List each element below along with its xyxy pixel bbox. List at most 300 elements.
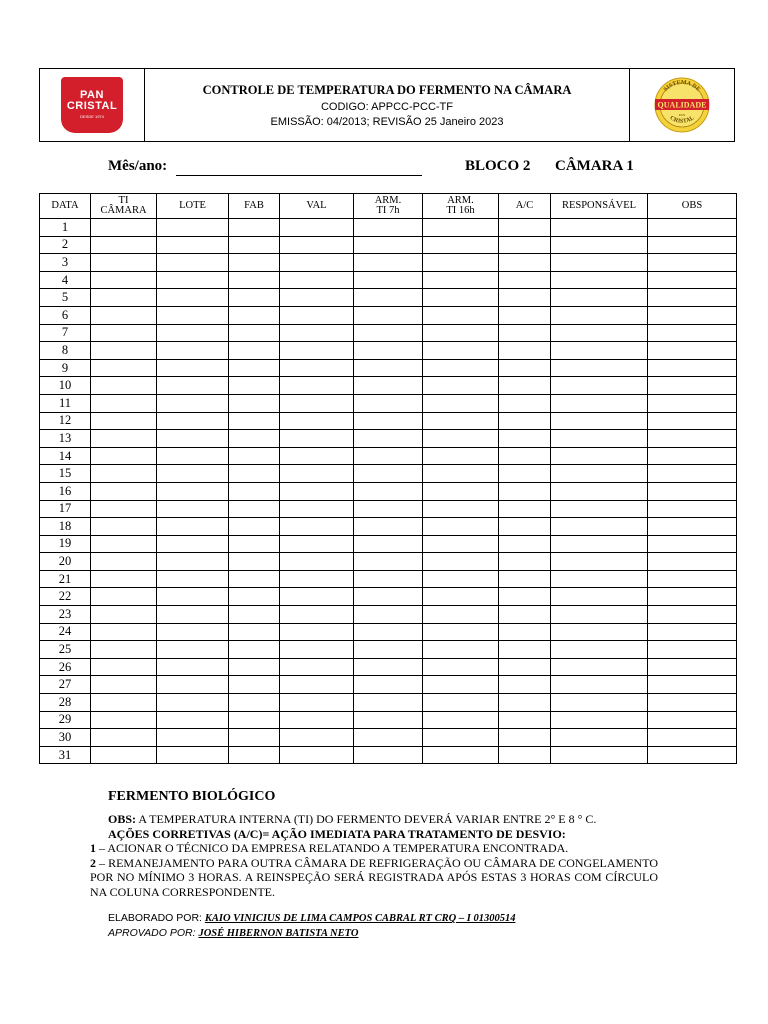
entry-cell-obs[interactable] [648,711,737,729]
entry-cell-responsavel[interactable] [551,430,648,448]
entry-cell-ac[interactable] [499,219,551,237]
entry-cell-lote[interactable] [157,676,229,694]
entry-cell-obs[interactable] [648,729,737,747]
entry-cell-arm-ti-7h[interactable] [354,377,423,395]
entry-cell-responsavel[interactable] [551,658,648,676]
entry-cell-val[interactable] [280,606,354,624]
entry-cell-arm-ti-16h[interactable] [423,570,499,588]
entry-cell-ac[interactable] [499,623,551,641]
entry-cell-responsavel[interactable] [551,623,648,641]
entry-cell-fab[interactable] [229,447,280,465]
entry-cell-lote[interactable] [157,342,229,360]
entry-cell-arm-ti-7h[interactable] [354,430,423,448]
entry-cell-responsavel[interactable] [551,324,648,342]
entry-cell-arm-ti-7h[interactable] [354,465,423,483]
entry-cell-responsavel[interactable] [551,500,648,518]
entry-cell-arm-ti-7h[interactable] [354,412,423,430]
entry-cell-fab[interactable] [229,289,280,307]
entry-cell-fab[interactable] [229,711,280,729]
column-header-fab [229,194,280,219]
entry-cell-fab[interactable] [229,482,280,500]
entry-cell-arm-ti-16h[interactable] [423,676,499,694]
entry-cell-ti-camara[interactable] [91,606,157,624]
entry-cell-ti-camara[interactable] [91,518,157,536]
entry-cell-obs[interactable] [648,606,737,624]
entry-cell-arm-ti-7h[interactable] [354,746,423,764]
entry-cell-responsavel[interactable] [551,254,648,272]
entry-cell-arm-ti-7h[interactable] [354,694,423,712]
entry-cell-fab[interactable] [229,359,280,377]
entry-cell-responsavel[interactable] [551,553,648,571]
entry-cell-arm-ti-7h[interactable] [354,641,423,659]
entry-cell-arm-ti-16h[interactable] [423,553,499,571]
entry-cell-ti-camara[interactable] [91,623,157,641]
entry-cell-obs[interactable] [648,694,737,712]
entry-cell-responsavel[interactable] [551,359,648,377]
entry-cell-val[interactable] [280,359,354,377]
entry-cell-arm-ti-16h[interactable] [423,394,499,412]
entry-cell-arm-ti-7h[interactable] [354,658,423,676]
entry-cell-arm-ti-16h[interactable] [423,465,499,483]
entry-cell-fab[interactable] [229,430,280,448]
entry-cell-val[interactable] [280,219,354,237]
entry-cell-arm-ti-7h[interactable] [354,271,423,289]
day-cell: 10 [40,377,91,395]
entry-cell-ac[interactable] [499,342,551,360]
entry-cell-lote[interactable] [157,535,229,553]
entry-cell-ac[interactable] [499,289,551,307]
entry-cell-arm-ti-7h[interactable] [354,254,423,272]
entry-cell-lote[interactable] [157,729,229,747]
entry-cell-arm-ti-16h[interactable] [423,289,499,307]
entry-cell-lote[interactable] [157,412,229,430]
entry-cell-responsavel[interactable] [551,271,648,289]
entry-cell-arm-ti-7h[interactable] [354,342,423,360]
entry-cell-lote[interactable] [157,394,229,412]
entry-cell-ti-camara[interactable] [91,500,157,518]
entry-cell-fab[interactable] [229,570,280,588]
entry-cell-ti-camara[interactable] [91,746,157,764]
entry-cell-obs[interactable] [648,430,737,448]
entry-cell-ti-camara[interactable] [91,342,157,360]
entry-cell-val[interactable] [280,694,354,712]
entry-cell-arm-ti-16h[interactable] [423,359,499,377]
entry-cell-responsavel[interactable] [551,746,648,764]
entry-cell-ac[interactable] [499,606,551,624]
entry-cell-lote[interactable] [157,623,229,641]
entry-cell-ac[interactable] [499,658,551,676]
entry-cell-arm-ti-16h[interactable] [423,271,499,289]
day-cell: 16 [40,482,91,500]
entry-cell-lote[interactable] [157,377,229,395]
entry-cell-obs[interactable] [648,219,737,237]
entry-cell-obs[interactable] [648,271,737,289]
entry-cell-lote[interactable] [157,606,229,624]
entry-cell-ac[interactable] [499,570,551,588]
entry-cell-val[interactable] [280,447,354,465]
entry-cell-fab[interactable] [229,219,280,237]
entry-cell-arm-ti-16h[interactable] [423,711,499,729]
entry-cell-ti-camara[interactable] [91,394,157,412]
table-row [40,553,737,571]
entry-cell-obs[interactable] [648,447,737,465]
entry-cell-val[interactable] [280,711,354,729]
entry-cell-ti-camara[interactable] [91,289,157,307]
entry-cell-obs[interactable] [648,746,737,764]
entry-cell-ac[interactable] [499,482,551,500]
entry-cell-ac[interactable] [499,711,551,729]
entry-cell-fab[interactable] [229,641,280,659]
entry-cell-ac[interactable] [499,254,551,272]
entry-cell-fab[interactable] [229,553,280,571]
entry-cell-arm-ti-7h[interactable] [354,324,423,342]
entry-cell-arm-ti-16h[interactable] [423,658,499,676]
entry-cell-arm-ti-16h[interactable] [423,412,499,430]
notes-block [90,812,658,900]
entry-cell-fab[interactable] [229,324,280,342]
entry-cell-arm-ti-16h[interactable] [423,746,499,764]
entry-cell-val[interactable] [280,535,354,553]
entry-cell-val[interactable] [280,430,354,448]
entry-cell-arm-ti-7h[interactable] [354,588,423,606]
entry-cell-arm-ti-7h[interactable] [354,219,423,237]
entry-cell-val[interactable] [280,465,354,483]
entry-cell-obs[interactable] [648,482,737,500]
entry-cell-ac[interactable] [499,500,551,518]
entry-cell-responsavel[interactable] [551,236,648,254]
entry-cell-val[interactable] [280,289,354,307]
entry-cell-obs[interactable] [648,570,737,588]
entry-cell-responsavel[interactable] [551,535,648,553]
entry-cell-responsavel[interactable] [551,306,648,324]
entry-cell-obs[interactable] [648,324,737,342]
entry-cell-lote[interactable] [157,553,229,571]
entry-cell-responsavel[interactable] [551,711,648,729]
entry-cell-ac[interactable] [499,306,551,324]
entry-cell-obs[interactable] [648,465,737,483]
entry-cell-arm-ti-7h[interactable] [354,482,423,500]
entry-cell-fab[interactable] [229,394,280,412]
entry-cell-ti-camara[interactable] [91,219,157,237]
seal-top-text: SISTEMA DE [662,79,702,93]
entry-cell-ac[interactable] [499,430,551,448]
entry-cell-obs[interactable] [648,342,737,360]
entry-cell-arm-ti-16h[interactable] [423,482,499,500]
entry-cell-arm-ti-16h[interactable] [423,606,499,624]
entry-cell-ac[interactable] [499,236,551,254]
entry-cell-lote[interactable] [157,359,229,377]
entry-cell-fab[interactable] [229,236,280,254]
entry-cell-lote[interactable] [157,236,229,254]
entry-cell-ti-camara[interactable] [91,412,157,430]
entry-cell-responsavel[interactable] [551,412,648,430]
table-row [40,641,737,659]
obs-line [100,812,658,827]
entry-cell-arm-ti-16h[interactable] [423,342,499,360]
entry-cell-fab[interactable] [229,500,280,518]
entry-cell-arm-ti-16h[interactable] [423,623,499,641]
entry-cell-val[interactable] [280,570,354,588]
entry-cell-fab[interactable] [229,588,280,606]
month-year-field[interactable] [176,175,422,176]
entry-cell-responsavel[interactable] [551,482,648,500]
entry-cell-lote[interactable] [157,219,229,237]
entry-cell-arm-ti-16h[interactable] [423,430,499,448]
entry-cell-ac[interactable] [499,729,551,747]
entry-cell-fab[interactable] [229,746,280,764]
entry-cell-lote[interactable] [157,465,229,483]
entry-cell-obs[interactable] [648,394,737,412]
table-row [40,676,737,694]
entry-cell-arm-ti-16h[interactable] [423,324,499,342]
entry-cell-val[interactable] [280,306,354,324]
entry-cell-arm-ti-7h[interactable] [354,676,423,694]
entry-cell-ti-camara[interactable] [91,641,157,659]
entry-cell-ti-camara[interactable] [91,430,157,448]
entry-cell-ac[interactable] [499,359,551,377]
item2-line [90,856,658,900]
entry-cell-arm-ti-7h[interactable] [354,306,423,324]
entry-cell-ac[interactable] [499,553,551,571]
entry-cell-fab[interactable] [229,412,280,430]
entry-cell-lote[interactable] [157,271,229,289]
entry-cell-ac[interactable] [499,588,551,606]
entry-cell-obs[interactable] [648,377,737,395]
entry-cell-fab[interactable] [229,465,280,483]
entry-cell-val[interactable] [280,588,354,606]
entry-cell-val[interactable] [280,254,354,272]
entry-cell-obs[interactable] [648,289,737,307]
entry-cell-val[interactable] [280,623,354,641]
entry-cell-responsavel[interactable] [551,694,648,712]
table-row [40,606,737,624]
entry-cell-val[interactable] [280,342,354,360]
entry-cell-arm-ti-7h[interactable] [354,359,423,377]
entry-cell-arm-ti-16h[interactable] [423,588,499,606]
entry-cell-obs[interactable] [648,500,737,518]
entry-cell-ac[interactable] [499,377,551,395]
entry-cell-ti-camara[interactable] [91,447,157,465]
table-row [40,658,737,676]
entry-cell-ac[interactable] [499,746,551,764]
entry-cell-arm-ti-7h[interactable] [354,518,423,536]
entry-cell-responsavel[interactable] [551,342,648,360]
entry-cell-val[interactable] [280,518,354,536]
entry-cell-val[interactable] [280,482,354,500]
entry-cell-obs[interactable] [648,658,737,676]
entry-cell-responsavel[interactable] [551,394,648,412]
entry-cell-ti-camara[interactable] [91,236,157,254]
entry-cell-lote[interactable] [157,482,229,500]
entry-cell-val[interactable] [280,412,354,430]
entry-cell-lote[interactable] [157,746,229,764]
entry-cell-obs[interactable] [648,359,737,377]
entry-cell-ti-camara[interactable] [91,254,157,272]
entry-cell-responsavel[interactable] [551,518,648,536]
entry-cell-arm-ti-7h[interactable] [354,394,423,412]
entry-cell-obs[interactable] [648,535,737,553]
entry-cell-fab[interactable] [229,271,280,289]
entry-cell-lote[interactable] [157,324,229,342]
entry-cell-lote[interactable] [157,588,229,606]
entry-cell-obs[interactable] [648,623,737,641]
table-row [40,588,737,606]
entry-cell-arm-ti-7h[interactable] [354,606,423,624]
entry-cell-val[interactable] [280,553,354,571]
obs-label: OBS: [108,812,137,826]
entry-cell-ac[interactable] [499,641,551,659]
entry-cell-arm-ti-16h[interactable] [423,447,499,465]
entry-cell-ti-camara[interactable] [91,377,157,395]
entry-cell-arm-ti-16h[interactable] [423,254,499,272]
day-cell: 5 [40,289,91,307]
entry-cell-responsavel[interactable] [551,377,648,395]
entry-cell-val[interactable] [280,271,354,289]
entry-cell-arm-ti-16h[interactable] [423,729,499,747]
entry-cell-responsavel[interactable] [551,729,648,747]
entry-cell-fab[interactable] [229,658,280,676]
entry-cell-arm-ti-7h[interactable] [354,623,423,641]
entry-cell-fab[interactable] [229,676,280,694]
entry-cell-lote[interactable] [157,570,229,588]
entry-cell-ac[interactable] [499,694,551,712]
entry-cell-ti-camara[interactable] [91,729,157,747]
entry-cell-arm-ti-16h[interactable] [423,535,499,553]
entry-cell-ti-camara[interactable] [91,676,157,694]
entry-cell-val[interactable] [280,729,354,747]
entry-cell-ac[interactable] [499,412,551,430]
entry-cell-responsavel[interactable] [551,570,648,588]
entry-cell-ti-camara[interactable] [91,694,157,712]
entry-cell-obs[interactable] [648,676,737,694]
entry-cell-val[interactable] [280,641,354,659]
entry-cell-ac[interactable] [499,324,551,342]
entry-cell-ac[interactable] [499,394,551,412]
entry-cell-arm-ti-7h[interactable] [354,535,423,553]
entry-cell-arm-ti-16h[interactable] [423,694,499,712]
entry-cell-ac[interactable] [499,676,551,694]
entry-cell-arm-ti-16h[interactable] [423,518,499,536]
entry-cell-responsavel[interactable] [551,465,648,483]
entry-cell-arm-ti-16h[interactable] [423,306,499,324]
entry-cell-ti-camara[interactable] [91,658,157,676]
entry-cell-val[interactable] [280,676,354,694]
entry-cell-ti-camara[interactable] [91,588,157,606]
entry-cell-val[interactable] [280,394,354,412]
elaborado-line [108,911,515,926]
entry-cell-ti-camara[interactable] [91,465,157,483]
entry-cell-responsavel[interactable] [551,588,648,606]
entry-cell-arm-ti-16h[interactable] [423,236,499,254]
entry-cell-arm-ti-16h[interactable] [423,641,499,659]
entry-cell-val[interactable] [280,236,354,254]
entry-cell-val[interactable] [280,324,354,342]
entry-cell-fab[interactable] [229,535,280,553]
entry-cell-obs[interactable] [648,588,737,606]
entry-cell-obs[interactable] [648,641,737,659]
entry-cell-obs[interactable] [648,412,737,430]
entry-cell-lote[interactable] [157,658,229,676]
document-title: CONTROLE DE TEMPERATURA DO FERMENTO NA CÂMARA [202,82,572,97]
entry-cell-fab[interactable] [229,342,280,360]
column-header-val [280,194,354,219]
entry-cell-fab[interactable] [229,606,280,624]
entry-cell-arm-ti-7h[interactable] [354,289,423,307]
entry-cell-lote[interactable] [157,711,229,729]
entry-cell-val[interactable] [280,377,354,395]
entry-cell-responsavel[interactable] [551,641,648,659]
day-cell: 23 [40,606,91,624]
entry-cell-arm-ti-16h[interactable] [423,219,499,237]
entry-cell-responsavel[interactable] [551,289,648,307]
entry-cell-fab[interactable] [229,729,280,747]
entry-cell-val[interactable] [280,658,354,676]
entry-cell-lote[interactable] [157,694,229,712]
entry-cell-lote[interactable] [157,518,229,536]
entry-cell-fab[interactable] [229,254,280,272]
entry-cell-obs[interactable] [648,553,737,571]
entry-cell-obs[interactable] [648,518,737,536]
entry-cell-responsavel[interactable] [551,447,648,465]
entry-cell-fab[interactable] [229,623,280,641]
entry-cell-arm-ti-7h[interactable] [354,570,423,588]
entry-cell-ti-camara[interactable] [91,570,157,588]
entry-cell-fab[interactable] [229,518,280,536]
entry-cell-lote[interactable] [157,306,229,324]
entry-cell-lote[interactable] [157,430,229,448]
entry-cell-ti-camara[interactable] [91,306,157,324]
entry-cell-lote[interactable] [157,500,229,518]
entry-cell-ti-camara[interactable] [91,271,157,289]
entry-cell-val[interactable] [280,500,354,518]
entry-cell-val[interactable] [280,746,354,764]
entry-cell-arm-ti-7h[interactable] [354,236,423,254]
entry-cell-lote[interactable] [157,447,229,465]
entry-cell-ac[interactable] [499,447,551,465]
entry-cell-ti-camara[interactable] [91,359,157,377]
entry-cell-arm-ti-7h[interactable] [354,553,423,571]
entry-cell-arm-ti-7h[interactable] [354,711,423,729]
entry-cell-ti-camara[interactable] [91,553,157,571]
entry-cell-fab[interactable] [229,306,280,324]
entry-cell-ac[interactable] [499,518,551,536]
entry-cell-ti-camara[interactable] [91,711,157,729]
entry-cell-fab[interactable] [229,377,280,395]
entry-cell-ti-camara[interactable] [91,324,157,342]
entry-cell-arm-ti-16h[interactable] [423,500,499,518]
entry-cell-ac[interactable] [499,535,551,553]
entry-cell-fab[interactable] [229,694,280,712]
entry-cell-obs[interactable] [648,254,737,272]
entry-cell-ac[interactable] [499,271,551,289]
entry-cell-arm-ti-16h[interactable] [423,377,499,395]
entry-cell-ac[interactable] [499,465,551,483]
entry-cell-obs[interactable] [648,306,737,324]
entry-cell-ti-camara[interactable] [91,535,157,553]
column-header-arm-ti-7h [354,194,423,219]
entry-cell-lote[interactable] [157,289,229,307]
entry-cell-responsavel[interactable] [551,606,648,624]
entry-cell-arm-ti-7h[interactable] [354,729,423,747]
entry-cell-lote[interactable] [157,254,229,272]
entry-cell-arm-ti-7h[interactable] [354,500,423,518]
entry-cell-responsavel[interactable] [551,676,648,694]
entry-cell-obs[interactable] [648,236,737,254]
entry-cell-ti-camara[interactable] [91,482,157,500]
entry-cell-lote[interactable] [157,641,229,659]
entry-cell-arm-ti-7h[interactable] [354,447,423,465]
entry-cell-responsavel[interactable] [551,219,648,237]
